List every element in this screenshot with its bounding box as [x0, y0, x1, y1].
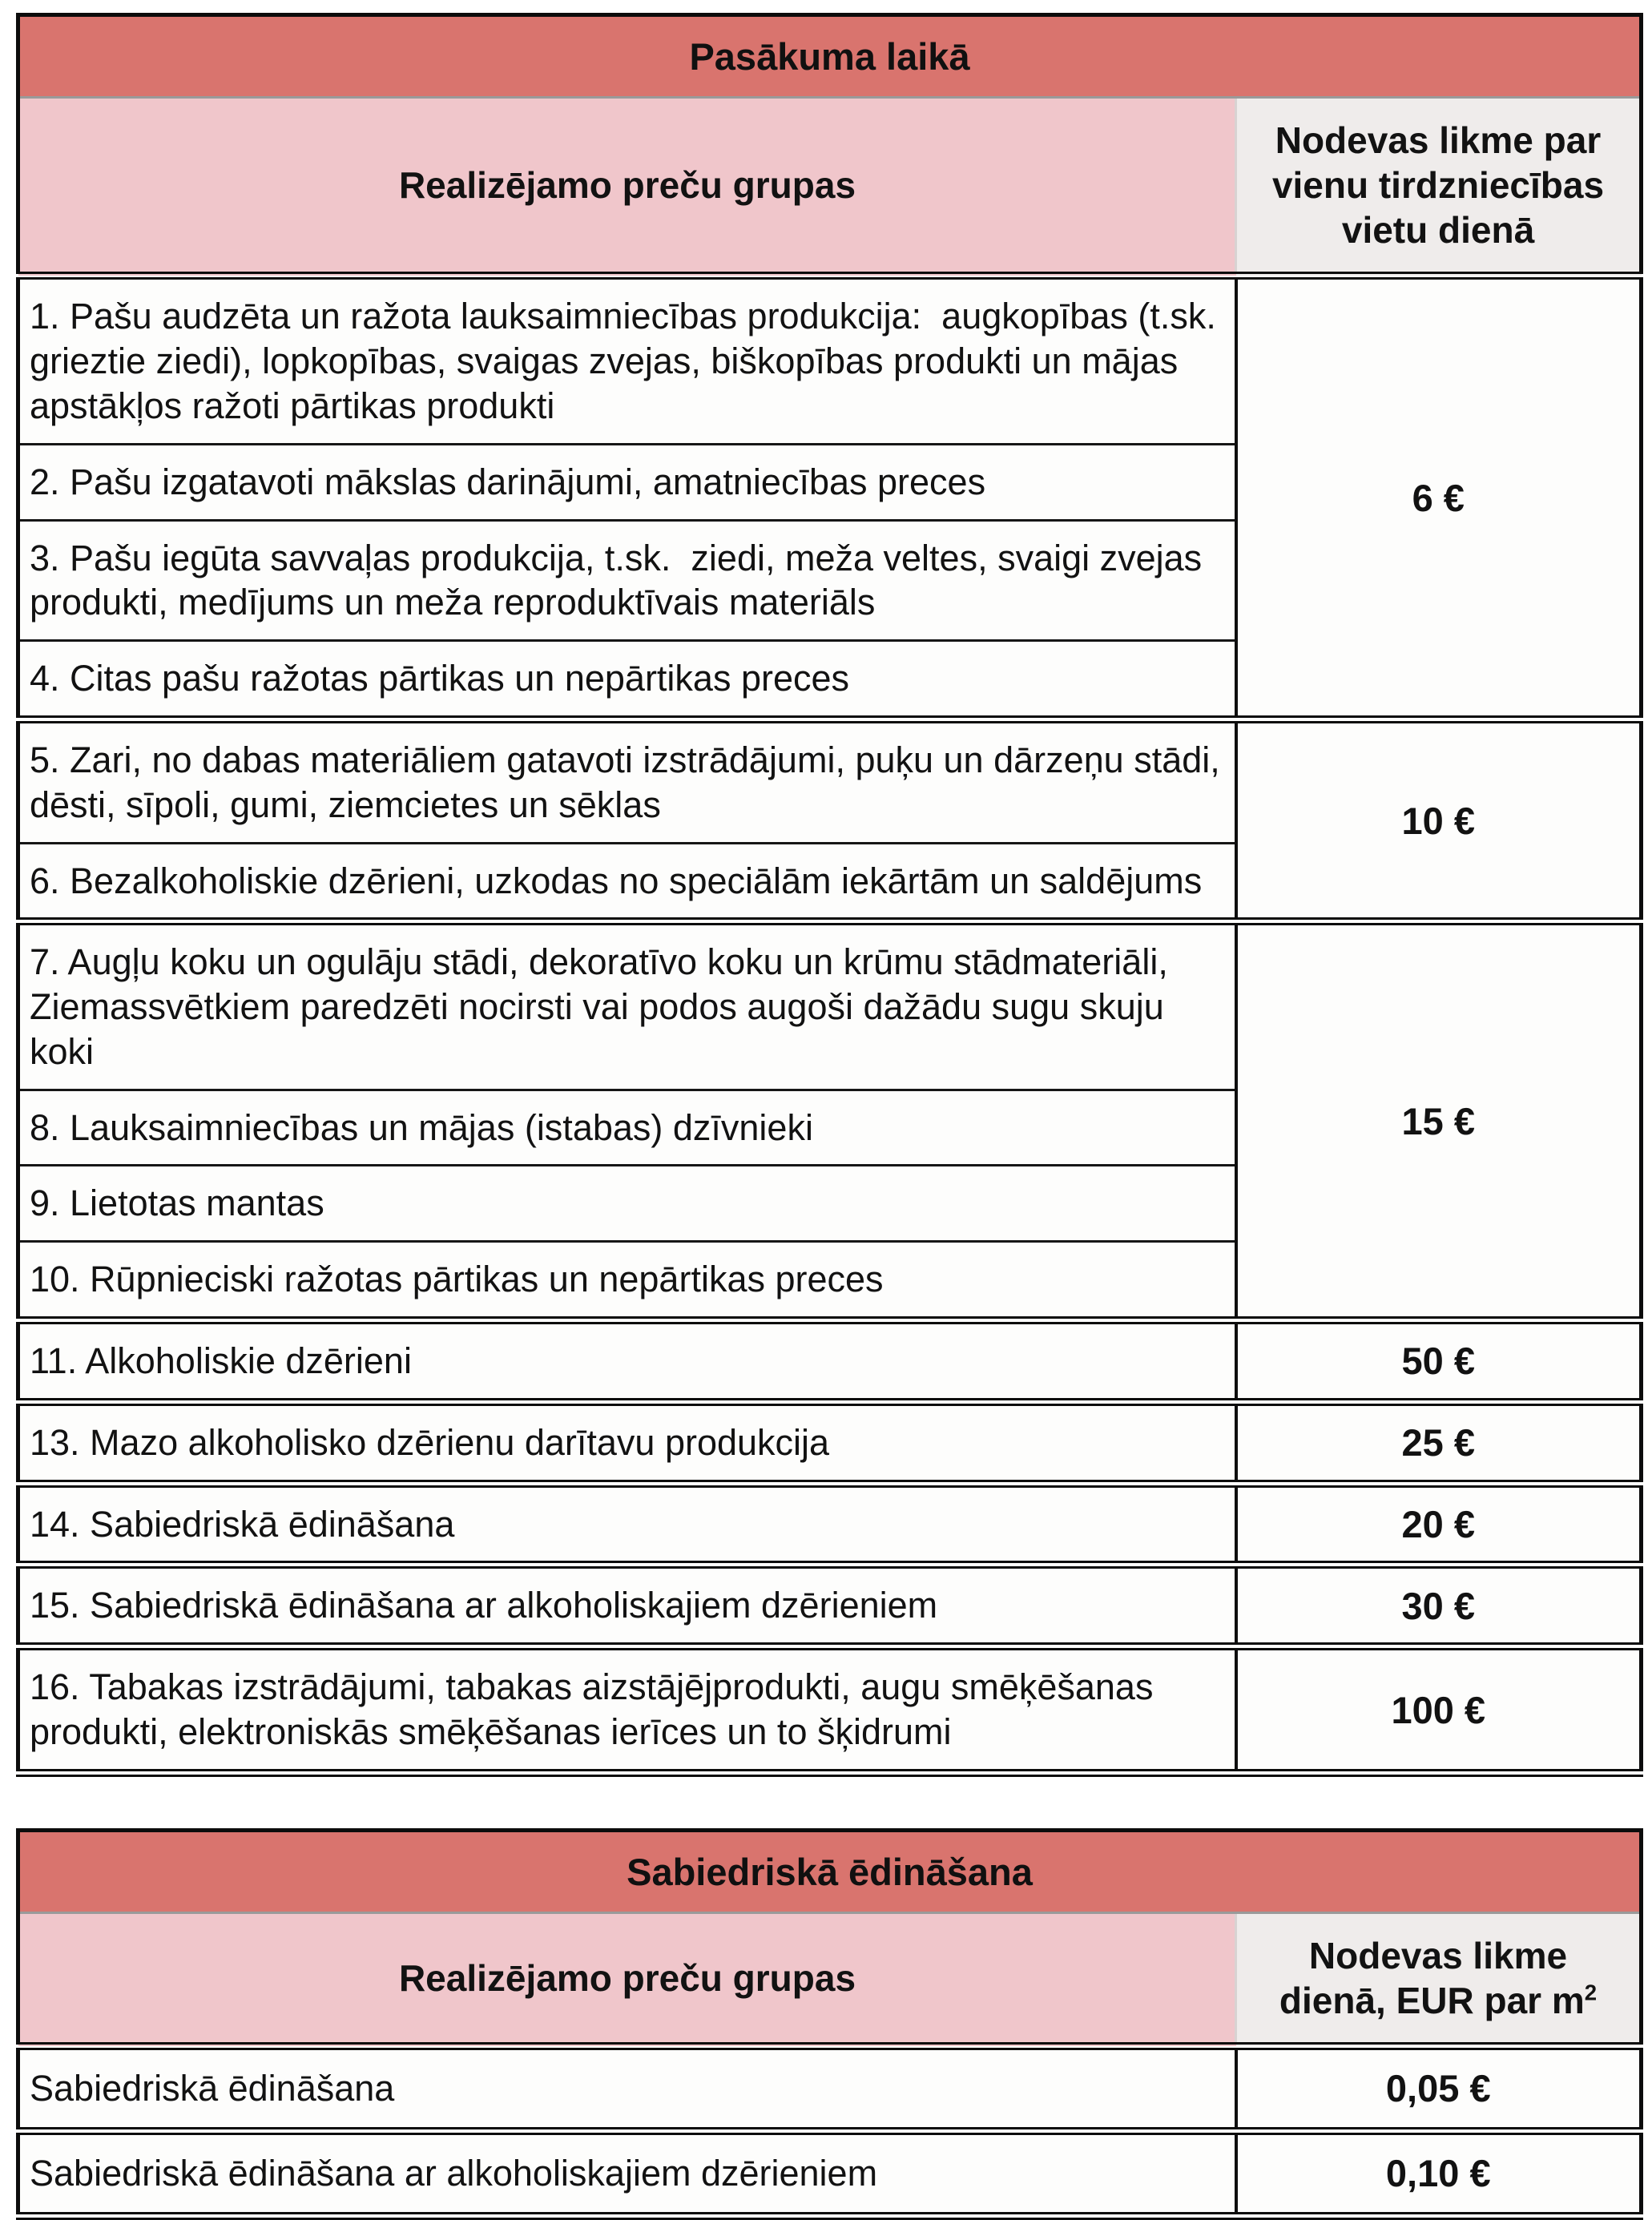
product-group-cell: 2. Pašu izgatavoti mākslas darinājumi, amatniecības preces [18, 444, 1236, 520]
fee-cell: 0,10 € [1236, 2131, 1642, 2216]
fee-cell: 50 € [1236, 1320, 1642, 1402]
product-group-cell: Sabiedriskā ēdināšana ar alkoholiskajiem dzērieniem [18, 2131, 1236, 2216]
banner-row [18, 1830, 1642, 1912]
rate-header-superscript: 2 [1584, 1980, 1598, 2005]
fee-cell: 25 € [1236, 1402, 1642, 1484]
header-row [18, 98, 1642, 276]
product-group-cell: 6. Bezalkoholiskie dzērieni, uzkodas no speciālām iekārtām un saldējums [18, 843, 1236, 921]
product-group-cell: 7. Augļu koku un ogulāju stādi, dekoratīvo koku un krūmu stādmateriāli, Ziemassvētkiem paredzēti nocirsti vai podos augoši dažādu sugu skuju koki [18, 921, 1236, 1090]
rate-header-text: Nodevas likme dienā, EUR par m [1279, 1934, 1585, 2021]
table-row [18, 1646, 1642, 1773]
product-group-cell: Sabiedriskā ēdināšana [18, 2046, 1236, 2131]
product-group-cell: 15. Sabiedriskā ēdināšana ar alkoholiskajiem dzērieniem [18, 1565, 1236, 1646]
table-title-banner: Pasākuma laikā [18, 15, 1642, 98]
event-fee-table [16, 13, 1643, 1777]
table-row [18, 719, 1642, 843]
fee-cell: 6 € [1236, 276, 1642, 719]
product-group-cell: 11. Alkoholiskie dzērieni [18, 1320, 1236, 1402]
product-group-cell: 13. Mazo alkoholisko dzērienu darītavu produkcija [18, 1402, 1236, 1484]
product-group-cell: 16. Tabakas izstrādājumi, tabakas aizstājējprodukti, augu smēķēšanas produkti, elektroniskās smēķēšanas ierīces un to šķidrumi [18, 1646, 1236, 1773]
column-header-groups: Realizējamo preču grupas [18, 1912, 1236, 2046]
product-group-cell: 10. Rūpnieciski ražotas pārtikas un nepārtikas preces [18, 1242, 1236, 1320]
banner-row [18, 15, 1642, 98]
fee-cell: 100 € [1236, 1646, 1642, 1773]
table-row [18, 1565, 1642, 1646]
catering-fee-table [16, 1828, 1643, 2220]
fee-cell: 30 € [1236, 1565, 1642, 1646]
column-header-rate [1236, 1912, 1642, 2046]
product-group-cell: 5. Zari, no dabas materiāliem gatavoti izstrādājumi, puķu un dārzeņu stādi, dēsti, sīpoli, gumi, ziemcietes un sēklas [18, 719, 1236, 843]
product-group-cell: 14. Sabiedriskā ēdināšana [18, 1484, 1236, 1565]
fee-cell: 15 € [1236, 921, 1642, 1320]
table-row [18, 1402, 1642, 1484]
table-row [18, 1484, 1642, 1565]
table-row [18, 2046, 1642, 2131]
table-row [18, 1320, 1642, 1402]
table-row [18, 2131, 1642, 2216]
product-group-cell: 4. Citas pašu ražotas pārtikas un nepārtikas preces [18, 641, 1236, 719]
table-title-banner: Sabiedriskā ēdināšana [18, 1830, 1642, 1912]
column-header-groups: Realizējamo preču grupas [18, 98, 1236, 276]
table-row [18, 276, 1642, 444]
fee-cell: 10 € [1236, 719, 1642, 921]
column-header-rate: Nodevas likme par vienu tirdzniecības vietu dienā [1236, 98, 1642, 276]
product-group-cell: 1. Pašu audzēta un ražota lauksaimniecības produkcija: augkopības (t.sk. grieztie ziedi), lopkopības, svaigas zvejas, biškopības produkti un mājas apstākļos ražoti pārtikas produkti [18, 276, 1236, 444]
header-row [18, 1912, 1642, 2046]
product-group-cell: 9. Lietotas mantas [18, 1166, 1236, 1242]
product-group-cell: 8. Lauksaimniecības un mājas (istabas) dzīvnieki [18, 1090, 1236, 1166]
table-row [18, 921, 1642, 1090]
fee-cell: 20 € [1236, 1484, 1642, 1565]
fee-cell: 0,05 € [1236, 2046, 1642, 2131]
product-group-cell: 3. Pašu iegūta savvaļas produkcija, t.sk. ziedi, meža veltes, svaigi zvejas produkti, medījums un meža reproduktīvais materiāls [18, 520, 1236, 641]
